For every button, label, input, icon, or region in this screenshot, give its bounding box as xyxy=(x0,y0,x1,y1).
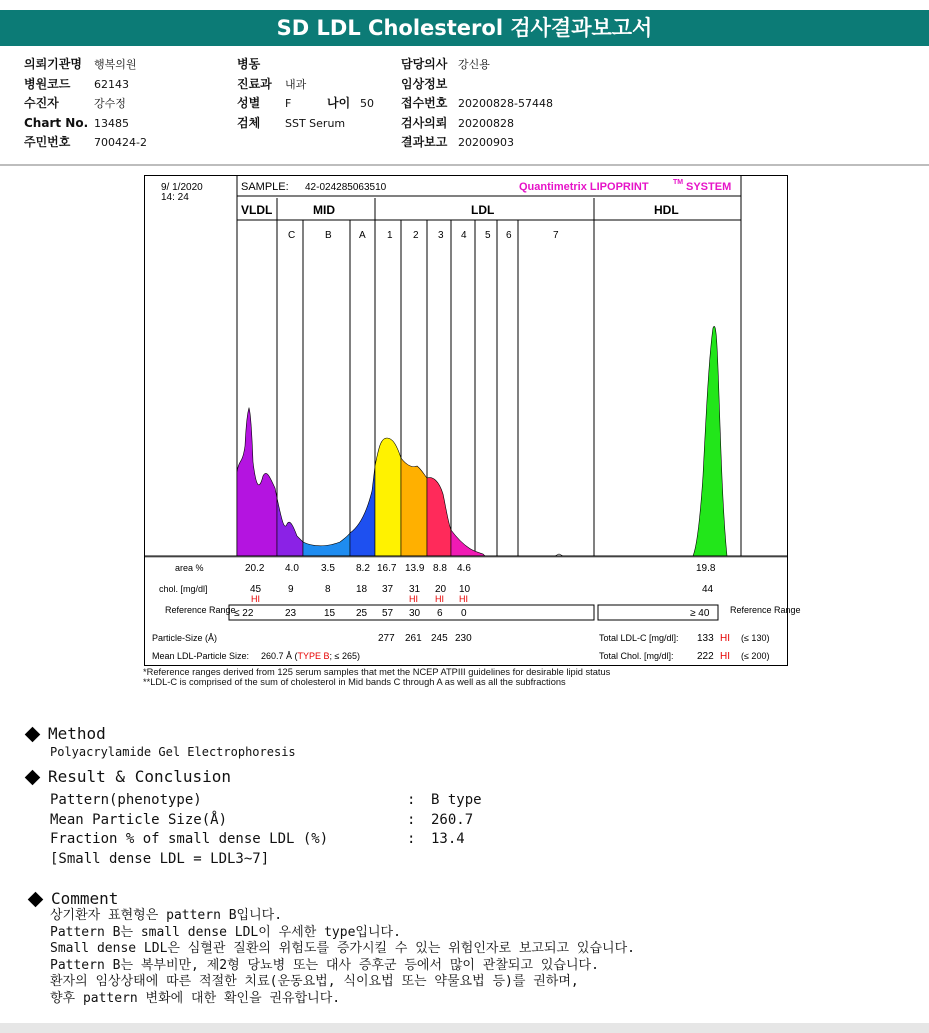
mean-value: 260.7 Å ( xyxy=(261,651,298,661)
band-5: 5 xyxy=(485,230,491,241)
hi-flag: HI xyxy=(459,594,468,604)
result-section xyxy=(24,767,482,869)
total-chol-value: 222 xyxy=(697,651,714,662)
comment-line: 향후 pattern 변화에 대한 확인을 권유합니다. xyxy=(50,990,341,1006)
chol-value: 9 xyxy=(288,584,294,595)
result-row: Mean Particle Size(Å) : 260.7 xyxy=(50,811,482,831)
comment-line: Pattern B는 복부비만, 제2형 당뇨병 또는 대사 증후군 등에서 많이 관찰되고 있습니다. xyxy=(50,957,599,973)
chol-value-hdl: 44 xyxy=(702,584,714,595)
area-value: 16.7 xyxy=(377,563,397,574)
field-label: 접수번호 xyxy=(401,96,448,110)
mid-a-peak xyxy=(350,466,375,556)
particle-size: 230 xyxy=(455,633,472,644)
result-label: Fraction % of small dense LDL (%) xyxy=(50,831,329,847)
ldl1-peak xyxy=(375,438,401,556)
chol-value: 18 xyxy=(356,584,368,595)
ref-value: 57 xyxy=(382,608,394,619)
ref-value: 6 xyxy=(437,608,443,619)
chol-value: 37 xyxy=(382,584,394,595)
ref-value: 15 xyxy=(324,608,336,619)
chol-value: 45 xyxy=(250,584,262,595)
field-label: 성별 xyxy=(237,96,261,110)
header-divider xyxy=(0,164,929,166)
hi-flag: HI xyxy=(435,594,444,604)
result-label: Pattern(phenotype) xyxy=(50,792,202,808)
diamond-bullet-icon xyxy=(25,727,41,743)
report-time: 14: 24 xyxy=(161,192,189,203)
chol-value: 20 xyxy=(435,584,447,595)
bottom-strip xyxy=(0,1023,929,1033)
field-label: 의뢰기관명 xyxy=(24,57,82,71)
row-label-ref-right: Reference Range xyxy=(730,605,801,615)
ldl2-peak xyxy=(401,458,427,556)
result-row: Fraction % of small dense LDL (%) : 13.4 xyxy=(50,830,482,850)
method-heading: Method xyxy=(48,724,106,743)
hi-flags xyxy=(251,594,468,604)
diamond-bullet-icon xyxy=(25,770,41,786)
field-value: 20200903 xyxy=(458,136,514,149)
mean-ldl-value xyxy=(261,651,360,661)
comment-line: 상기환자 표현형은 pattern B입니다. xyxy=(50,908,283,923)
brand-system: SYSTEM xyxy=(686,181,732,193)
particle-size-row xyxy=(378,633,472,644)
ldl3-peak xyxy=(427,478,451,556)
total-chol-label: Total Chol. [mg/dl]: xyxy=(599,651,674,661)
area-value: 8.2 xyxy=(356,563,370,574)
field-value: SST Serum xyxy=(285,116,346,130)
band-4: 4 xyxy=(461,230,467,241)
diamond-bullet-icon xyxy=(28,892,44,908)
area-value: 3.5 xyxy=(321,563,335,574)
field-label: 임상정보 xyxy=(401,76,448,91)
band-b: B xyxy=(325,230,332,241)
row-label-mean: Mean LDL-Particle Size: xyxy=(152,651,250,661)
area-value: 4.6 xyxy=(457,563,471,574)
ref-value: 0 xyxy=(461,608,467,619)
ref-value-hdl: ≥ 40 xyxy=(690,608,710,619)
age-value: 50 xyxy=(360,97,374,110)
result-value: 13.4 xyxy=(431,831,465,847)
ref-value: ≤ 22 xyxy=(234,608,254,619)
group-vldl: VLDL xyxy=(241,203,273,217)
field-label: 검사의뢰 xyxy=(401,115,448,130)
area-value-hdl: 19.8 xyxy=(696,563,716,574)
header-col3 xyxy=(401,55,553,153)
result-row: Pattern(phenotype) : B type xyxy=(50,791,482,811)
comment-line: 환자의 임상상태에 따른 적절한 치료(운동요법, 식이요법 또는 약물요법 등)를 권하며, xyxy=(50,974,579,989)
comment-heading: Comment xyxy=(51,889,119,908)
sample-label: SAMPLE: xyxy=(241,181,289,193)
group-mid: MID xyxy=(313,203,335,217)
field-label: 진료과 xyxy=(237,76,272,91)
band-6: 6 xyxy=(506,230,512,241)
area-value: 20.2 xyxy=(245,563,265,574)
footnote-2: **LDL-C is comprised of the sum of cholesterol in Mid bands C through A as well as all the subfractions xyxy=(143,677,566,687)
hi-flag: HI xyxy=(251,594,260,604)
total-ldl-ref: (≤ 130) xyxy=(741,633,770,643)
field-value: 강신용 xyxy=(458,58,490,71)
vldl-peak xyxy=(237,408,277,556)
area-value: 4.0 xyxy=(285,563,299,574)
mid-b-peak xyxy=(303,533,350,556)
header-col2 xyxy=(237,55,374,133)
total-ldl-hi: HI xyxy=(720,633,730,644)
hi-flag: HI xyxy=(409,594,418,604)
result-heading: Result & Conclusion xyxy=(48,767,232,786)
particle-size: 277 xyxy=(378,633,395,644)
field-value: 행복의원 xyxy=(94,58,137,71)
band-separators xyxy=(277,198,741,556)
field-label: 병원코드 xyxy=(24,76,71,91)
brand-tm: TM xyxy=(673,179,684,186)
age-label: 나이 xyxy=(327,96,351,110)
result-label: Mean Particle Size(Å) xyxy=(50,811,228,828)
footnotes xyxy=(143,667,610,687)
particle-size: 261 xyxy=(405,633,422,644)
lipoprint-report xyxy=(144,175,801,666)
sample-id: 42-024285063510 xyxy=(305,182,387,193)
field-label: 검체 xyxy=(237,115,261,130)
brand-name: Quantimetrix LIPOPRINT xyxy=(519,181,649,193)
row-label-ref: Reference Range xyxy=(165,605,236,615)
field-label: Chart No. xyxy=(24,115,89,130)
row-label-area: area % xyxy=(175,563,204,573)
area-value: 13.9 xyxy=(405,563,425,574)
hdl-peak xyxy=(693,326,727,556)
total-ldl-value: 133 xyxy=(697,633,714,644)
field-value: 20200828 xyxy=(458,116,514,130)
chol-row xyxy=(250,584,714,595)
chol-value: 31 xyxy=(409,584,421,595)
total-ldl-label: Total LDL-C [mg/dl]: xyxy=(599,633,679,643)
band-2: 2 xyxy=(413,230,419,241)
comment-section xyxy=(27,889,635,1007)
field-value: 62143 xyxy=(94,77,129,91)
ref-value: 30 xyxy=(409,608,421,619)
field-label: 수진자 xyxy=(24,96,59,110)
field-value: 내과 xyxy=(285,77,307,91)
ref-value: 25 xyxy=(356,608,368,619)
field-value: 13485 xyxy=(94,116,129,130)
band-a: A xyxy=(359,230,366,241)
comment-line: Pattern B는 small dense LDL이 우세한 type입니다. xyxy=(50,924,401,940)
field-value: 강수정 xyxy=(94,97,126,110)
header-col1 xyxy=(24,55,147,153)
particle-size: 245 xyxy=(431,633,448,644)
field-label: 병동 xyxy=(237,57,261,71)
field-label: 주민번호 xyxy=(24,135,71,149)
method-text: Polyacrylamide Gel Electrophoresis xyxy=(50,745,296,759)
comment-line: Small dense LDL은 심혈관 질환의 위험도를 증가시킬 수 있는 위험인자로 보고되고 있습니다. xyxy=(50,941,635,956)
band-c: C xyxy=(288,230,296,241)
ldl4-peak xyxy=(451,530,485,556)
mean-type: TYPE B xyxy=(297,651,330,661)
chol-value: 10 xyxy=(459,584,471,595)
area-value: 8.8 xyxy=(433,563,447,574)
field-value: 20200828-57448 xyxy=(458,97,553,110)
ref-row xyxy=(234,608,710,619)
report-date: 9/ 1/2020 xyxy=(161,182,203,193)
field-label: 결과보고 xyxy=(401,135,448,149)
total-chol-hi: HI xyxy=(720,651,730,662)
total-chol-ref: (≤ 200) xyxy=(741,651,770,661)
band-3: 3 xyxy=(438,230,444,241)
result-value: 260.7 xyxy=(431,811,474,828)
mean-tail: ; ≤ 265) xyxy=(329,651,361,661)
area-row xyxy=(245,563,716,574)
ref-value: 23 xyxy=(285,608,297,619)
method-section xyxy=(24,724,296,759)
field-label: 담당의사 xyxy=(401,57,448,71)
band-1: 1 xyxy=(387,230,393,241)
group-hdl: HDL xyxy=(654,203,679,217)
band-7: 7 xyxy=(553,230,559,241)
result-value: B type xyxy=(431,792,482,808)
field-value: F xyxy=(285,97,292,110)
field-value: 700424-2 xyxy=(94,136,147,149)
row-label-particle-size: Particle-Size (Å) xyxy=(152,633,218,643)
group-ldl: LDL xyxy=(471,203,495,217)
footnote-1: *Reference ranges derived from 125 serum samples that met the NCEP ATPIII guidelines for desirable lipid status xyxy=(143,667,611,677)
result-note: [Small dense LDL = LDL3~7] xyxy=(50,850,270,867)
chol-value: 8 xyxy=(325,584,331,595)
report-title: SD LDL Cholesterol 검사결과보고서 xyxy=(0,10,929,46)
lipoprint-figure xyxy=(145,176,801,665)
mid-c-peak xyxy=(277,498,303,556)
row-label-chol: chol. [mg/dl] xyxy=(159,584,208,594)
